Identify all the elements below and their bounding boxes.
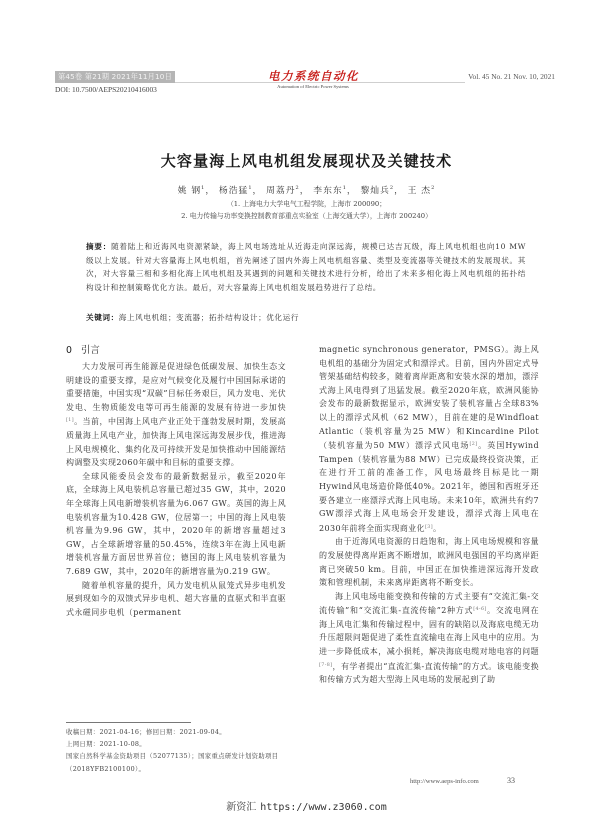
affiliation-mark: 2 (295, 185, 300, 191)
page-number: 33 (507, 776, 515, 785)
affiliation-mark: 1 (248, 185, 253, 191)
section-title: 引言 (80, 345, 100, 356)
body-column-left (66, 360, 286, 619)
paragraph-text: 大力发展可再生能源是促进绿色低碳发展、加快生态文明建设的重要支撑，是应对气候变化及履行中国国际承诺的重要措施，中国实现“双碳”目标任务艰巨，风力发电、光伏发电、生物质能发电等可再生能源的发展有待进一步加快 (66, 362, 286, 412)
author: 姚 钢 (177, 186, 202, 196)
watermark (0, 798, 613, 813)
paragraph-text: 。交流电网在海上风电汇集和传输过程中，固有的缺陷以及海底电缆无功升压超限问题促进了柔性直流输电在海上风电中的应用。为进一步降低成本，减小损耗，解决海底电缆对地电容的问题 (319, 606, 540, 657)
paragraph-text: 。 (432, 523, 442, 533)
paragraph (319, 590, 539, 687)
paragraph-text: ，有学者提出“直流汇集-直流传输”的方式。该电能变换和传输方式为超大型海上风电场的发展起到了助 (319, 661, 539, 685)
paragraph (319, 343, 539, 535)
paragraph-text: 随着单机容量的提升，风力发电机从鼠笼式异步电机发展到现如今的双馈式异步电机、超大容量的直驱式和半直驱式永磁同步电机（permanent (66, 580, 286, 617)
citation[interactable]: [4-6] (473, 607, 487, 613)
author: 王 杰 (407, 186, 432, 196)
watermark-label: 新资汇 (226, 802, 257, 813)
issue-bar: 第45卷 第21期 2021年11月10日 (55, 71, 175, 83)
paragraph-text: 。当前，中国海上风电产业正处于蓬勃发展时期，发展高质量海上风电产业，加快海上风电深远海发展步伐，推进海上风电规模化、集约化及可持续开发是加快推动中国能源结构调整及实现2060年碳中和目标的重要支撑。 (66, 417, 286, 468)
paragraph-text: magnetic synchronous generator，PMSG）。海上风电机组的基础分为固定式和漂浮式。目前，国内外固定式导管架基础结构较多，随着离岸距离和安装水深的增加，漂浮式海上风电得到了迅猛发展。截至2020年底，欧洲风能协会发布的最新数据显示，欧洲安装了装机容量占全球83%以上的漂浮式风机（62 MW），目前在建的是Windfloat Atlantic（装机容量为25 MW）和Kincardine Pilot（装机容量为50 MW）漂浮式风电场 (319, 345, 539, 451)
paragraph-text: 由于近海风电资源的日趋饱和，海上风电场规模和容量的发展使得离岸距离不断增加，欧洲风电强国的平均离岸距离已突破50 km。目前，中国正在加快推进深远海开发政策和管理机制，未来离岸距离将不断变长。 (319, 537, 539, 588)
volume-info: Vol. 45 No. 21 Nov. 10, 2021 (468, 72, 555, 81)
affiliation-mark: 2 (389, 185, 395, 191)
abstract-label: 摘要： (86, 242, 112, 251)
author: 李东东 (313, 186, 343, 196)
body-column-right (319, 343, 539, 687)
footnote-rule (66, 722, 191, 723)
footnotes (66, 726, 291, 775)
citation[interactable]: [1] (66, 418, 74, 424)
paragraph (319, 535, 539, 589)
abstract (86, 240, 526, 295)
citation[interactable]: [7-8] (319, 662, 333, 668)
journal-logo-en: Automation of Electric Power Systems (277, 84, 349, 89)
watermark-url[interactable]: https://www.z3060.com (260, 802, 387, 813)
article-title: 大容量海上风电机组发展现状及关键技术 (160, 152, 453, 170)
doi: DOI: 10.7500/AEPS20210416003 (55, 85, 157, 94)
journal-logo-cn: 电力系统自动化 (268, 69, 359, 83)
affiliation-mark: 1 (342, 185, 347, 191)
paragraph-text: 全球风能委员会发布的最新数据显示，截至2020年底，全球海上风电装机总容量已超过35 GW，其中，2020年全球海上风电新增装机容量为6.067 GW。英国的海上风电装机容量为10.428 GW，位居第一；中国的海上风电装机容量为9.96 GW，其中，2020年的新增容量超过3 GW，占全球新增容量的50.45%，连续3年在海上风电新增装机容量方面居世界首位；德国的海上风电装机容量为7.689 GW，其中，2020年的新增容量为0.219 GW。 (66, 471, 286, 576)
abstract-text: 随着陆上和近海风电资源紧缺，海上风电场选址从近海走向深远海，规模已达吉瓦级，海上风电机组也向10 MW级以上发展。针对大容量海上风电机组，首先阐述了国内外海上风电机组容量、类型及变流器等关键技术的发展现状。其次，对大容量三相和多相化海上风电机组及其遇到的问题和关键技术进行分析，给出了未来多相化海上风电机组的拓扑结构设计和控制策略优化方法。最后，对大容量海上风电机组发展趋势进行了总结。 (86, 242, 526, 293)
author: 周荔丹 (266, 186, 296, 196)
section-number: 0 (66, 345, 72, 356)
affiliation-2: 2. 电力传输与功率变换控制教育部重点实验室（上海交通大学），上海市 200240） (181, 212, 432, 220)
footnote-received: 收稿日期：2021-04-16；修回日期：2021-09-04。 (66, 728, 226, 736)
keywords (86, 312, 526, 323)
citation[interactable]: [3] (424, 524, 433, 530)
author: 黎灿兵 (360, 186, 390, 196)
paragraph (66, 360, 286, 470)
keywords-text: 海上风电机组；变流器；拓扑结构设计；优化运行 (118, 313, 300, 322)
paragraph (66, 579, 286, 620)
keywords-label: 关键词： (86, 313, 119, 322)
affiliation-mark: 2 (431, 185, 436, 191)
footnote-funding: 国家自然科学基金资助项目（52077135）；国家重点研发计划资助项目（2018YFB2100100）。 (66, 752, 279, 773)
author-list: 姚 钢$^1$， 杨浩猛$^1$， 周荔丹$^2$， 李东东$^1$， 黎灿兵$^2$， 王 杰$^2$ (177, 185, 436, 196)
section-heading (66, 342, 100, 356)
citation[interactable]: [2] (469, 442, 478, 448)
paragraph (66, 470, 286, 579)
author: 杨浩猛 (218, 186, 249, 196)
paragraph-text: 。英国Hywind Tampen（装机容量为88 MW）已完成最终投资决策，正在进行开工前的准备工作，风电场最终目标是比一期Hywind风电场造价降低40%。2021年，德国和西班牙还要各建立一座漂浮式海上风电场。未来10年，欧洲共有约7 GW漂浮式海上风电场会开发建设，漂浮式海上风电在2030年前将全面实现商业化 (319, 441, 539, 533)
paragraph-text: 海上风电场电能变换和传输的方式主要有“交流汇集-交流传输”和“交流汇集-直流传输”2种方式 (319, 591, 539, 616)
journal-url[interactable]: http://www.aeps-info.com (410, 778, 479, 785)
footnote-online: 上网日期：2021-10-08。 (66, 740, 146, 749)
affiliation-1: （1. 上海电力大学电气工程学院，上海市 200090； (226, 200, 387, 208)
affiliation-mark: 1 (201, 185, 206, 191)
